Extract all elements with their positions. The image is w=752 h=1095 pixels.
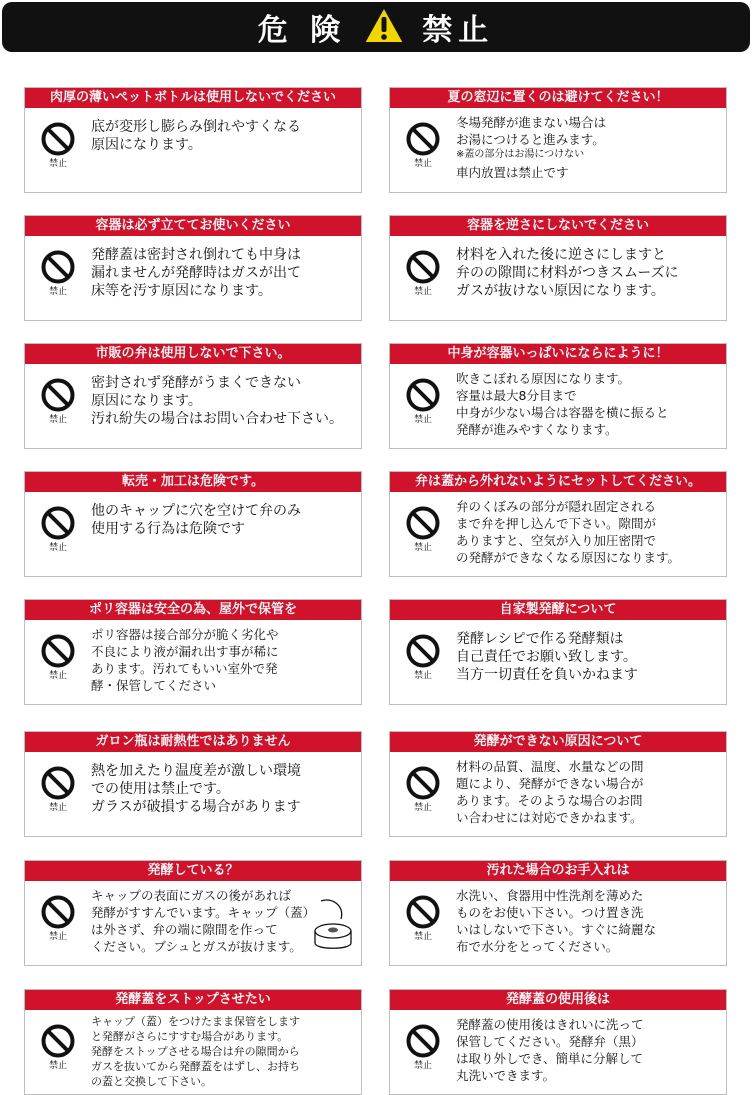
card-title: 容器は必ず立ててお使いください xyxy=(25,216,361,236)
warning-card xyxy=(389,731,727,837)
warning-card xyxy=(389,860,727,966)
card-body xyxy=(456,370,724,438)
card-body-line: 密封されず発酵がうまくできない xyxy=(91,375,301,391)
prohibited-label: 禁止 xyxy=(413,671,432,681)
card-title: ポリ容器は安全の為、屋外で保管を xyxy=(25,600,361,620)
card-body-line: での使用は禁止です。 xyxy=(91,781,230,797)
card-title: 汚れた場合のお手入れは xyxy=(390,861,726,881)
card-body-line: 発酵蓋は密封され倒れても中身は xyxy=(91,247,301,263)
prohibited-label: 禁止 xyxy=(48,287,67,297)
prohibited-icon xyxy=(403,634,443,686)
prohibited-icon xyxy=(403,250,443,302)
warning-card xyxy=(24,989,362,1095)
prohibited-label: 禁止 xyxy=(48,415,67,425)
header-title-danger: 危 険 xyxy=(257,13,347,48)
card-body-line: は取り外しでき、簡単に分解して xyxy=(456,1051,644,1066)
prohibited-label: 禁止 xyxy=(413,159,432,169)
card-body-line: ガスを抜いてから発酵蓋をはずし、お持ち xyxy=(91,1060,300,1073)
card-body-line: の発酵ができなくなる原因になります。 xyxy=(456,550,681,565)
card-body-line: 布で水分をとってください。 xyxy=(456,939,619,954)
prohibited-icon xyxy=(38,766,78,818)
card-body-line: 当方一切責任を負いかねます xyxy=(456,667,638,683)
prohibited-icon xyxy=(403,122,443,174)
card-title: 転売・加工は危険です。 xyxy=(25,472,361,492)
warning-card xyxy=(389,87,727,193)
prohibited-label: 禁止 xyxy=(48,159,67,169)
warning-card xyxy=(24,731,362,837)
warning-card xyxy=(24,599,362,705)
card-body-line: 他のキャップに穴を空けて弁のみ xyxy=(91,503,301,519)
card-body-line: キャップ（蓋）をつけたまま保管をします xyxy=(91,1015,300,1028)
prohibited-icon xyxy=(403,766,443,818)
prohibited-icon xyxy=(403,1024,443,1076)
card-body-line: 冬場発酵が進まない場合は xyxy=(456,115,607,130)
card-body-line: ありますと、空気が入り加圧密閉で xyxy=(456,533,657,548)
warning-card xyxy=(24,860,362,966)
card-body-line: 使用する行為は危険です xyxy=(91,521,245,537)
warning-card xyxy=(389,599,727,705)
card-body-line: 発酵蓋の使用後はきれいに洗って xyxy=(456,1017,644,1032)
prohibited-icon xyxy=(38,634,78,686)
prohibited-icon xyxy=(38,122,78,174)
card-body xyxy=(91,1014,359,1089)
warning-card xyxy=(389,215,727,321)
prohibited-label: 禁止 xyxy=(48,543,67,553)
prohibited-icon xyxy=(403,378,443,430)
prohibited-label: 禁止 xyxy=(48,932,67,942)
card-body-line: 発酵をストップさせる場合は弁の隙間から xyxy=(91,1045,300,1058)
card-body-line: は外さず、弁の端に隙間を作って xyxy=(91,922,278,937)
card-body xyxy=(456,758,724,826)
card-body-line: 保管してください。発酵弁（黒） xyxy=(456,1034,644,1049)
card-body-line: 不良により液が漏れ出す事が稀に xyxy=(91,644,279,659)
prohibited-label: 禁止 xyxy=(48,1061,67,1071)
card-title: 自家製発酵について xyxy=(390,600,726,620)
card-title: 発酵ができない原因について xyxy=(390,732,726,752)
fermentation-lid-illustration-icon xyxy=(311,897,355,957)
card-body xyxy=(91,246,359,300)
warning-card xyxy=(24,343,362,449)
card-body-line: ポリ容器は接合部分が脆く劣化や xyxy=(91,627,279,642)
card-body-line: 床等を汚す原因になります。 xyxy=(91,283,272,299)
prohibited-icon xyxy=(38,250,78,302)
card-title: 肉厚の薄いペットボトルは使用しないでください xyxy=(25,88,361,108)
card-body xyxy=(456,630,724,684)
card-body xyxy=(456,114,724,181)
card-body-line: 発酵が進みやすくなります。 xyxy=(456,422,618,437)
card-body xyxy=(91,762,359,816)
card-body-line: 弁のの隙間に材料がつきスムーズに xyxy=(456,265,679,281)
warning-card xyxy=(389,989,727,1095)
card-body-line: 底が変形し膨らみ倒れやすくなる xyxy=(91,119,301,135)
card-body-line: 自己責任でお願い致します。 xyxy=(456,649,637,665)
card-body-line: まで弁を押し込んで下さい。隙間が xyxy=(456,516,657,531)
card-body-line: 漏れませんが発酵時はガスが出て xyxy=(91,265,301,281)
card-note: ※蓋の部分はお湯につけない xyxy=(456,149,585,160)
card-body-line: ものをお使い下さい。つけ置き洗 xyxy=(456,905,644,920)
prohibited-icon xyxy=(38,1024,78,1076)
card-body-line: 中身が少ない場合は容器を横に振ると xyxy=(456,405,669,420)
prohibited-label: 禁止 xyxy=(413,543,432,553)
warning-card xyxy=(24,471,362,577)
prohibited-label: 禁止 xyxy=(413,287,432,297)
card-body-line: と発酵がさらにすすむ場合があります。 xyxy=(91,1030,289,1043)
card-title: 夏の窓辺に置くのは避けてください！ xyxy=(390,88,726,108)
card-body-line: 発酵がすすんでいます。キャップ（蓋） xyxy=(91,905,316,920)
page-header xyxy=(2,2,750,52)
card-body xyxy=(91,118,359,154)
card-body xyxy=(91,502,359,538)
card-body-line: いはしないで下さい。すぐに綺麗な xyxy=(456,922,657,937)
card-body-line: 題により、発酵ができない場合が xyxy=(456,776,644,791)
card-body xyxy=(91,626,359,694)
card-body xyxy=(456,246,724,300)
prohibited-icon xyxy=(38,506,78,558)
card-body xyxy=(456,498,724,566)
card-body-line: 原因になります。 xyxy=(91,137,202,153)
card-title: 発酵蓋の使用後は xyxy=(390,990,726,1010)
warning-card xyxy=(24,87,362,193)
card-body-line: ガスが抜けない原因になります。 xyxy=(456,283,665,299)
card-body-line: の蓋と交換して下さい。 xyxy=(91,1075,212,1088)
card-title: 中身が容器いっぱいにならにように！ xyxy=(390,344,726,364)
card-body-line: 材料の品質、温度、水量などの問 xyxy=(456,759,644,774)
card-body-line: 車内放置は禁止です xyxy=(456,165,569,180)
card-body-line: ガラスが破損する場合があります xyxy=(91,799,301,815)
card-body-line: 熱を加えたり温度差が激しい環境 xyxy=(91,763,301,779)
card-body-line: 弁のくぼみの部分が隠れ固定される xyxy=(456,499,657,514)
card-title: 発酵している？ xyxy=(25,861,361,881)
card-body-line: 丸洗いできます。 xyxy=(456,1068,556,1083)
card-body-line: お湯につけると進みます。 xyxy=(456,132,605,147)
prohibited-icon xyxy=(403,895,443,947)
prohibited-label: 禁止 xyxy=(413,1061,432,1071)
card-body-line: 容量は最大8分目まで xyxy=(456,388,577,403)
card-title: 容器を逆さにしないでください xyxy=(390,216,726,236)
card-body-line: 発酵レシピで作る発酵類は xyxy=(456,631,624,647)
card-title: ガロン瓶は耐熱性ではありません xyxy=(25,732,361,752)
card-body xyxy=(456,1016,724,1084)
card-body-line: 汚れ紛失の場合はお問い合わせ下さい。 xyxy=(91,411,343,427)
prohibited-label: 禁止 xyxy=(413,932,432,942)
card-body-line: 酵・保管してください xyxy=(91,678,217,693)
card-body xyxy=(456,887,724,955)
card-body-line: キャップの表面にガスの後があれば xyxy=(91,888,292,903)
card-body-line: 水洗い、食器用中性洗剤を薄めた xyxy=(456,888,644,903)
prohibited-label: 禁止 xyxy=(413,415,432,425)
prohibited-label: 禁止 xyxy=(48,803,67,813)
card-body-line: 原因になります。 xyxy=(91,393,202,409)
card-body-line: あります。汚れてもいい室外で発 xyxy=(91,661,278,676)
warning-card xyxy=(24,215,362,321)
warning-triangle-icon xyxy=(362,5,406,49)
card-body-line: 材料を入れた後に逆さにしますと xyxy=(456,247,666,263)
warning-card xyxy=(389,471,727,577)
card-body-line: 吹きこぼれる原因になります。 xyxy=(456,371,631,386)
prohibited-icon xyxy=(38,378,78,430)
card-body-line: ください。ブシュとガスが抜けます。 xyxy=(91,939,302,954)
header-title-prohibited: 禁止 xyxy=(422,13,495,48)
prohibited-label: 禁止 xyxy=(48,671,67,681)
card-body xyxy=(91,374,359,428)
card-title: 弁は蓋から外れないようにセットしてください。 xyxy=(390,472,726,492)
prohibited-icon xyxy=(38,895,78,947)
prohibited-label: 禁止 xyxy=(413,803,432,813)
card-title: 発酵蓋をストップさせたい xyxy=(25,990,361,1010)
card-body-line: い合わせには対応できかねます。 xyxy=(456,810,643,825)
card-title: 市販の弁は使用しないで下さい。 xyxy=(25,344,361,364)
warning-card xyxy=(389,343,727,449)
prohibited-icon xyxy=(403,506,443,558)
card-body-line: あります。そのような場合のお問 xyxy=(456,793,643,808)
